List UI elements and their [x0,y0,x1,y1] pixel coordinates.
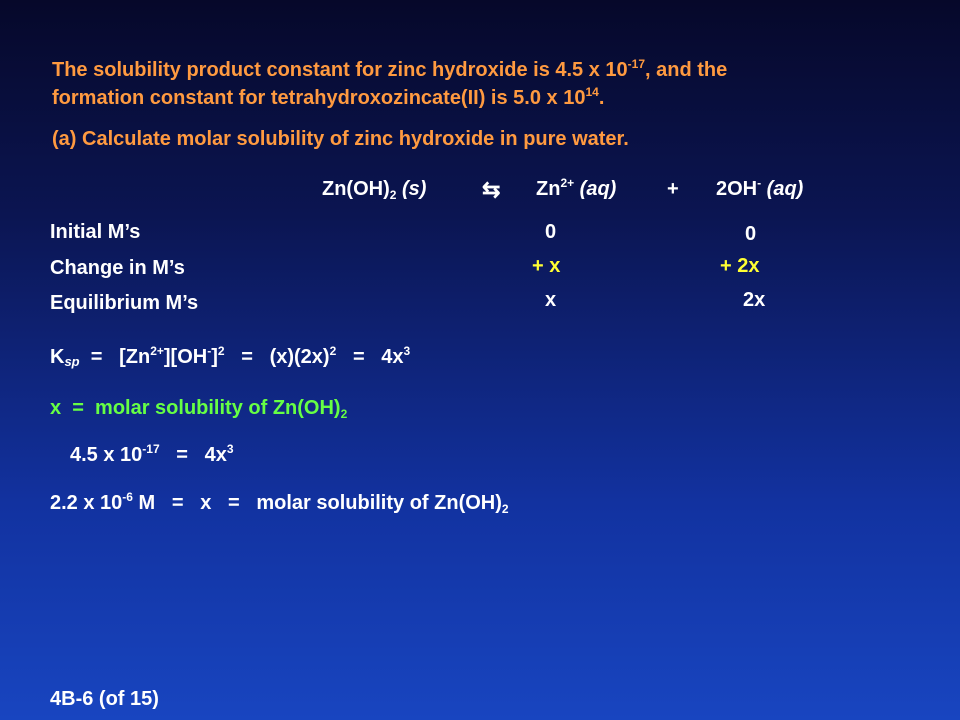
ksp-hydroxide-charge: - [207,344,212,358]
ice-row-label-initial: Initial M’s [50,221,141,243]
ksp-square: 2 [217,344,225,358]
ksp-part-5: = 4x [336,346,404,368]
slide-number: 4B-6 (of 15) [50,688,159,710]
answer-subscript: 2 [501,502,509,516]
ksp-setup-cube: 3 [226,442,234,456]
intro-line-1-text: The solubility product constant for zinc hydroxide is 4.5 x 10 [52,59,628,81]
intro-line-1-exponent: -17 [627,57,646,71]
ksp-setup-value: 4.5 x 10 [70,444,143,466]
ksp-expression [50,345,410,369]
ksp-setup-exponent: -17 [142,442,160,456]
equation-product-zinc-charge: 2+ [560,176,575,190]
ksp-square-2: 2 [329,344,337,358]
ksp-setup-rhs: = 4x [159,444,227,466]
ice-change-zinc: + x [532,255,561,277]
intro-line-2-text: formation constant for tetrahydroxozincate(II) is 5.0 x 10 [52,87,586,109]
answer-text: M = x = molar solubility of Zn(OH) [132,492,502,514]
ice-row-label-equilibrium: Equilibrium M’s [50,292,199,314]
ksp-cube: 3 [403,344,411,358]
ice-equilibrium-hydroxide: 2x [743,289,766,311]
equation-product-zinc-formula: Zn [536,178,561,200]
equation-plus: + [667,178,679,200]
ksp-part-2: ][OH [163,346,208,368]
ice-initial-hydroxide: 0 [745,223,757,245]
ice-row-label-change: Change in M’s [50,257,185,279]
equation-reactant-state: (s) [396,178,427,200]
solubility-definition [50,396,347,420]
ksp-symbol: K [50,346,65,368]
answer-line [50,491,509,515]
equation-product-hydroxide-charge: - [757,176,762,190]
equation-product-zinc-state: (aq) [574,178,617,200]
ice-initial-zinc: 0 [545,221,557,243]
intro-line-2-exponent: 14 [585,85,599,99]
ksp-setup-equation [70,443,234,467]
solubility-definition-text: x = molar solubility of Zn(OH) [50,397,341,419]
ice-equilibrium-zinc: x [545,289,557,311]
ksp-zinc-charge: 2+ [150,344,164,358]
ice-change-hydroxide: + 2x [720,255,760,277]
ksp-part-1: = [Zn [79,346,151,368]
question-text: (a) Calculate molar solubility of zinc hydroxide in pure water. [52,128,629,150]
equation-reactant-formula: Zn(OH) [322,178,390,200]
equation-reactant-subscript: 2 [389,188,397,202]
equation-reactant [322,177,426,201]
ksp-subscript: sp [64,354,80,369]
equilibrium-arrow-icon: ⇆ [482,177,501,202]
equation-product-hydroxide-state: (aq) [761,178,804,200]
ksp-part-3: ] [211,346,218,368]
intro-line-1 [52,58,727,82]
answer-value: 2.2 x 10 [50,492,123,514]
intro-line-2-tail: . [598,87,605,109]
answer-exponent: -6 [122,490,133,504]
equation-product-hydroxide [716,177,803,201]
intro-line-1-tail: , and the [645,59,728,81]
ksp-part-4: = (x)(2x) [224,346,330,368]
equation-product-zinc [536,177,616,201]
solubility-definition-subscript: 2 [340,407,348,421]
equation-product-hydroxide-formula: 2OH [716,178,758,200]
intro-line-2 [52,86,604,110]
